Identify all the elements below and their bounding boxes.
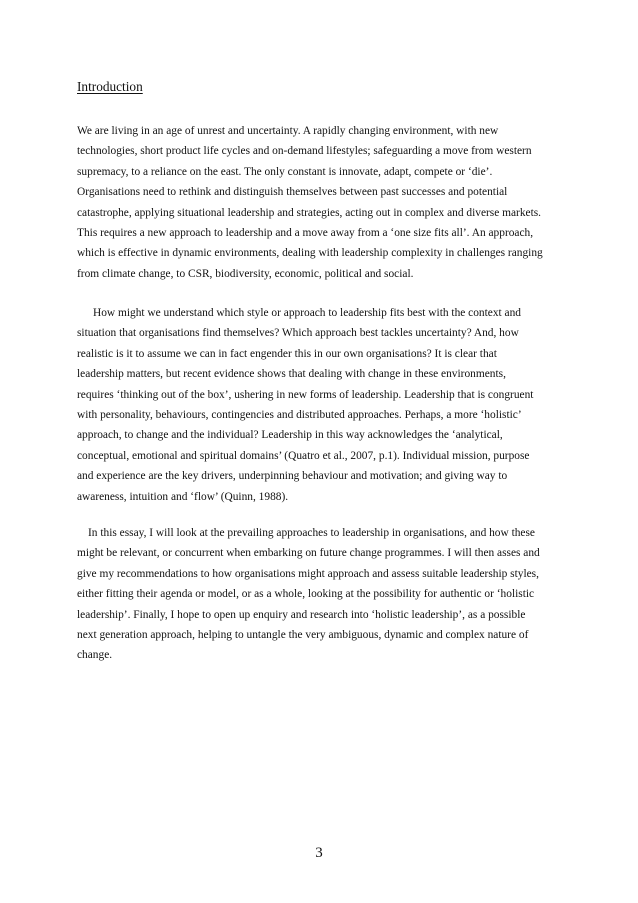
section-heading: Introduction	[77, 79, 143, 94]
paragraph-line: from climate change, to CSR, biodiversity, economic, political and social.	[77, 267, 414, 280]
paragraph-line: requires ‘thinking out of the box’, ushering in new forms of leadership. Leadership that is congruent	[77, 388, 534, 401]
paragraph-line: supremacy, to a reliance on the east. The only constant is innovate, adapt, compete or ‘die’.	[77, 165, 493, 178]
paragraph-line: This requires a new approach to leadership and a move away from a ‘one size fits all’. An approach,	[77, 227, 534, 240]
paragraph-line: situation that organisations find themselves? Which approach best tackles uncertainty? And, how	[77, 327, 519, 340]
paragraph-line: leadership matters, but recent evidence shows that dealing with change in these environments,	[77, 368, 506, 381]
paragraph-line: realistic is it to assume we can in fact engender this in our own organisations? It is clear that	[77, 347, 497, 360]
paragraph-line: and experience are the key drivers, underpinning behaviour and motivation; and giving way to	[77, 470, 508, 483]
paragraph-line: leadership’. Finally, I hope to open up enquiry and research into ‘holistic leadership’, as a possible	[77, 608, 526, 621]
paragraph-3	[77, 523, 565, 666]
paragraph-line: How might we understand which style or approach to leadership fits best with the context and	[93, 307, 521, 319]
paragraph-line: either fitting their agenda or model, or as a whole, looking at the possibility for authentic or ‘holistic	[77, 588, 535, 601]
paragraph-line: might be relevant, or concurrent when embarking on future change programmes. I will then asses and	[77, 547, 540, 560]
paragraph-line: approach, to change and the individual? Leadership in this way acknowledges the ‘analytical,	[77, 429, 503, 442]
paragraph-2	[77, 303, 565, 507]
paragraph-line: next generation approach, helping to untangle the very ambiguous, dynamic and complex nature of	[77, 629, 529, 642]
paragraph-line: Organisations need to rethink and distinguish themselves between past successes and potential	[77, 186, 508, 199]
paragraph-line: catastrophe, applying situational leadership and strategies, acting out in complex and diverse markets.	[77, 206, 542, 219]
paragraph-line: change.	[77, 649, 113, 662]
paragraph-line: give my recommendations to how organisations might approach and assess suitable leadership styles,	[77, 567, 539, 580]
paragraph-line: technologies, short product life cycles and on-demand lifestyles; safeguarding a move from western	[77, 145, 532, 158]
paragraph-line: conceptual, emotional and spiritual domains’ (Quatro et al., 2007, p.1). Individual mission, purpose	[77, 449, 530, 462]
paragraph-line: which is effective in dynamic environments, dealing with leadership complexity in challenges ranging	[77, 247, 543, 260]
paragraph-line: awareness, intuition and ‘flow’ (Quinn, 1988).	[77, 490, 289, 503]
page-number: 3	[315, 845, 323, 861]
paragraph-line: We are living in an age of unrest and uncertainty. A rapidly changing environment, with new	[77, 125, 499, 137]
paragraph-line: with personality, behaviours, contingencies and distributed approaches. Perhaps, a more ‘holistic’	[77, 409, 522, 422]
paragraph-line: In this essay, I will look at the prevailing approaches to leadership in organisations, and how these	[88, 527, 535, 539]
paragraph-1	[77, 121, 565, 284]
